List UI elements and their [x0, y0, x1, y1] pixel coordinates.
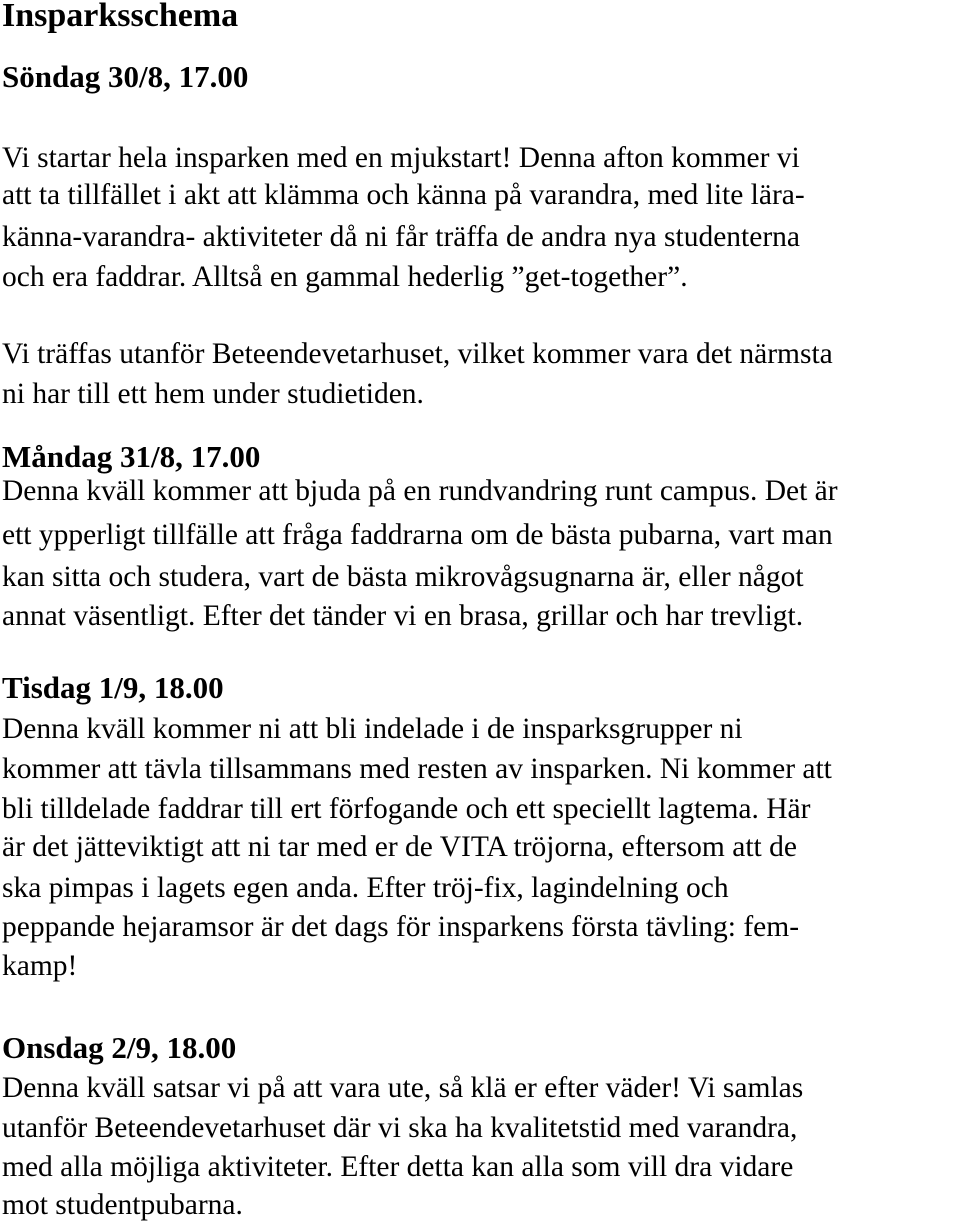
paragraph-line: utanför Beteendevetarhuset där vi ska ha kvalitetstid med varandra, — [2, 1112, 798, 1144]
section-heading-mandag: Måndag 31/8, 17.00 — [2, 439, 261, 474]
paragraph-line: och era faddrar. Alltså en gammal hederlig ”get-together”. — [2, 261, 688, 293]
paragraph-line: Denna kväll satsar vi på att vara ute, så klä er efter väder! Vi samlas — [2, 1072, 804, 1104]
paragraph-line: peppande hejaramsor är det dags för insparkens första tävling: fem- — [2, 911, 800, 943]
section-heading-onsdag: Onsdag 2/9, 18.00 — [2, 1030, 237, 1065]
paragraph-line: Vi startar hela insparken med en mjukstart! Denna afton kommer vi — [2, 142, 800, 174]
paragraph-line: Denna kväll kommer att bjuda på en rundvandring runt campus. Det är — [2, 475, 838, 507]
paragraph-line: Denna kväll kommer ni att bli indelade i de insparksgrupper ni — [2, 713, 743, 745]
paragraph-line: Vi träffas utanför Beteendevetarhuset, vilket kommer vara det närmsta — [2, 338, 833, 370]
section-heading-sondag: Söndag 30/8, 17.00 — [2, 59, 249, 94]
paragraph-line: bli tilldelade faddrar till ert förfogande och ett speciellt lagtema. Här — [2, 793, 811, 825]
paragraph-line: ni har till ett hem under studietiden. — [2, 378, 424, 410]
document-title: Insparksschema — [2, 0, 239, 34]
paragraph-line: ska pimpas i lagets egen anda. Efter tröj-fix, lagindelning och — [2, 872, 729, 904]
paragraph-line: kan sitta och studera, vart de bästa mikrovågsugnarna är, eller något — [2, 561, 804, 593]
section-heading-tisdag: Tisdag 1/9, 18.00 — [2, 670, 224, 705]
paragraph-line: är det jätteviktigt att ni tar med er de VITA tröjorna, eftersom att de — [2, 831, 797, 863]
paragraph-line: kamp! — [2, 950, 78, 982]
paragraph-line: känna-varandra- aktiviteter då ni får träffa de andra nya studenterna — [2, 221, 800, 253]
paragraph-line: mot studentpubarna. — [2, 1189, 243, 1221]
paragraph-line: kommer att tävla tillsammans med resten av insparken. Ni kommer att — [2, 753, 832, 785]
paragraph-line: annat väsentligt. Efter det tänder vi en brasa, grillar och har trevligt. — [2, 600, 804, 632]
paragraph-line: ett ypperligt tillfälle att fråga faddrarna om de bästa pubarna, vart man — [2, 519, 833, 551]
paragraph-line: att ta tillfället i akt att klämma och känna på varandra, med lite lära- — [2, 179, 805, 211]
paragraph-line: med alla möjliga aktiviteter. Efter detta kan alla som vill dra vidare — [2, 1151, 794, 1183]
